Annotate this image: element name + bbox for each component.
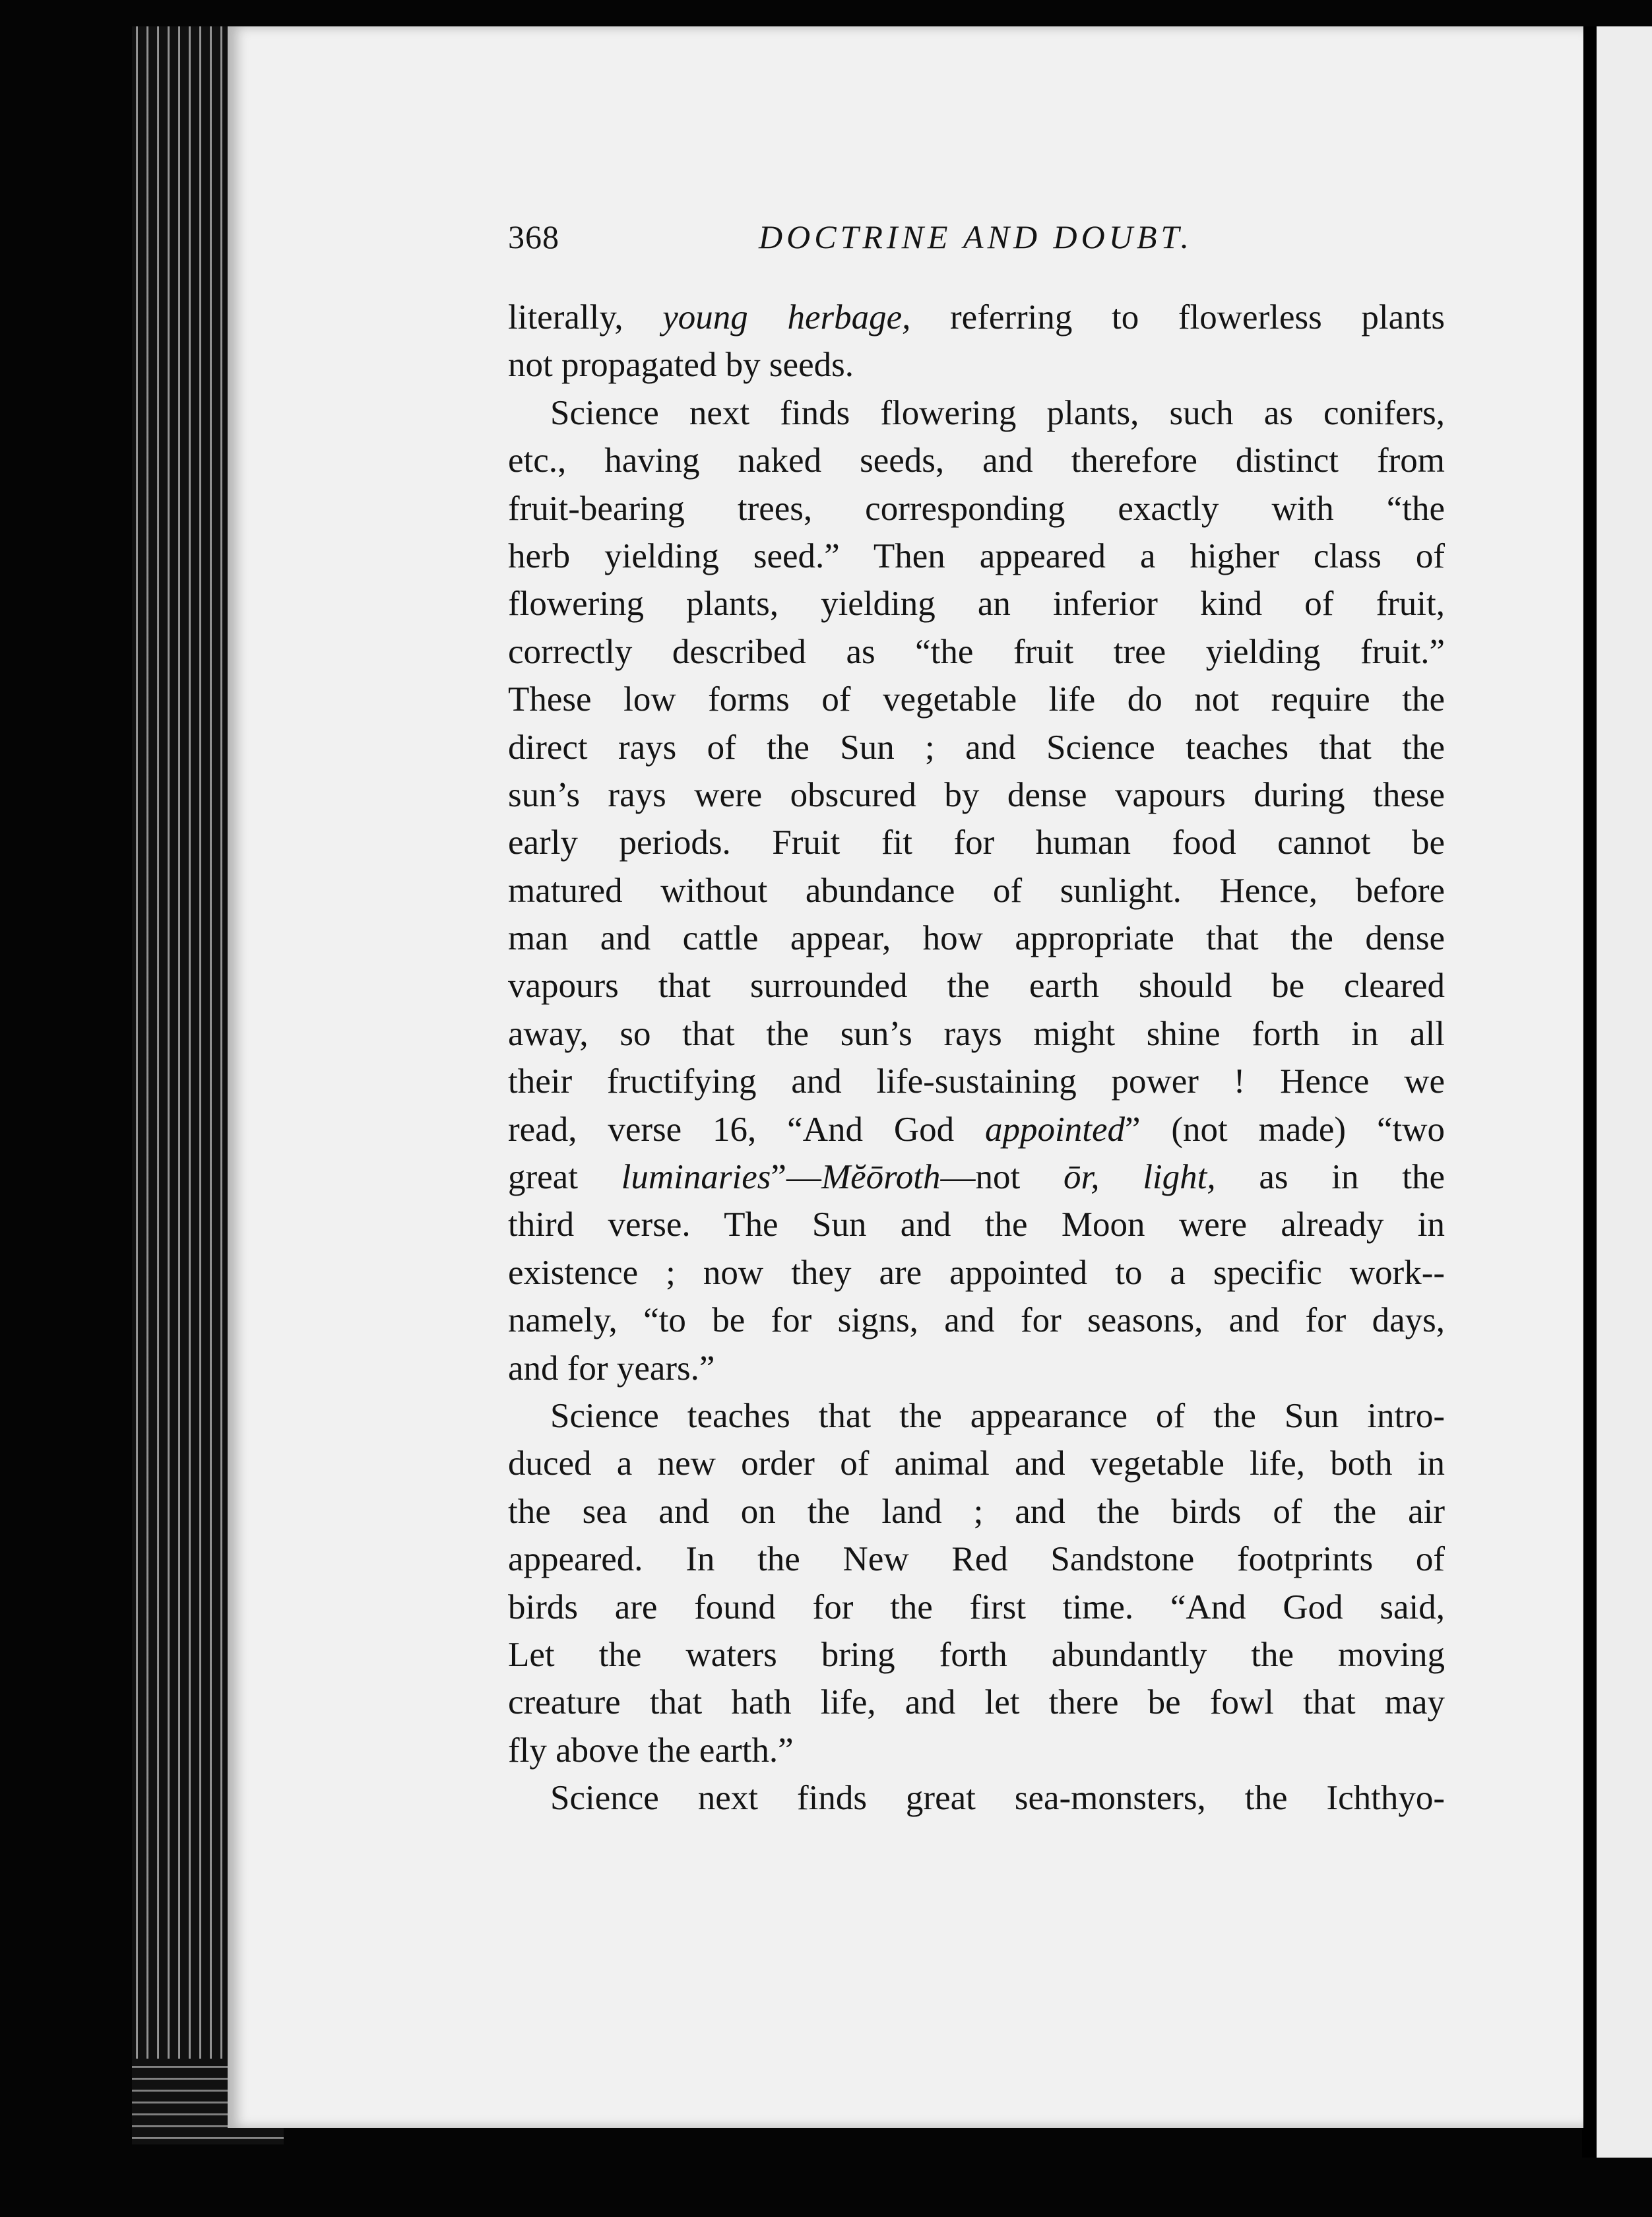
- text-line: [508, 819, 1445, 866]
- text-line: [508, 915, 1445, 962]
- page-number: 368: [508, 218, 559, 255]
- text-segment: referring to flowerless plants: [910, 298, 1445, 337]
- text-line: [508, 1440, 1445, 1487]
- text-line: [508, 532, 1445, 580]
- italic-text: appointed: [985, 1110, 1125, 1149]
- text-line: [508, 1774, 1445, 1822]
- text-segment: creature that hath life, and let there be fowl that may: [508, 1683, 1445, 1722]
- text-line: [508, 1249, 1445, 1297]
- running-head-title: DOCTRINE AND DOUBT.: [759, 218, 1193, 255]
- text-line: [508, 1631, 1445, 1679]
- text-segment: ” (not made) “two: [1125, 1110, 1445, 1149]
- text-line: [508, 1010, 1445, 1058]
- text-line: [508, 1535, 1445, 1583]
- text-segment: fly above the earth.”: [508, 1731, 794, 1770]
- text-segment: Science next finds great sea-monsters, the Ichthyo-: [550, 1779, 1445, 1818]
- text-segment: direct rays of the Sun ; and Science teaches that the: [508, 728, 1445, 767]
- italic-text: ōr, light,: [1063, 1158, 1216, 1197]
- text-line: [508, 389, 1445, 437]
- italic-text: luminaries: [621, 1158, 771, 1197]
- text-line: [508, 771, 1445, 819]
- text-segment: fruit-bearing trees, corresponding exactly with “the: [508, 489, 1445, 528]
- text-segment: third verse. The Sun and the Moon were already in: [508, 1205, 1445, 1244]
- text-segment: namely, “to be for signs, and for seasons, and for days,: [508, 1301, 1445, 1340]
- text-segment: etc., having naked seeds, and therefore distinct from: [508, 441, 1445, 480]
- text-line: [508, 294, 1445, 341]
- text-segment: their fructifying and life-sustaining power ! Hence we: [508, 1062, 1445, 1101]
- text-segment: ”—: [771, 1158, 821, 1197]
- text-segment: Science next finds flowering plants, such as conifers,: [550, 393, 1445, 432]
- text-segment: away, so that the sun’s rays might shine forth in all: [508, 1014, 1445, 1053]
- text-line: [508, 1584, 1445, 1631]
- text-line: [508, 1297, 1445, 1344]
- text-segment: herb yielding seed.” Then appeared a higher class of: [508, 536, 1445, 575]
- text-line: [508, 1106, 1445, 1153]
- text-segment: existence ; now they are appointed to a specific work--: [508, 1253, 1445, 1292]
- text-segment: duced a new order of animal and vegetable life, both in: [508, 1444, 1445, 1483]
- text-line: [508, 341, 1445, 389]
- text-line: [508, 724, 1445, 771]
- text-segment: flowering plants, yielding an inferior kind of fruit,: [508, 585, 1445, 624]
- italic-text: young herbage,: [662, 298, 911, 337]
- text-segment: the sea and on the land ; and the birds of the air: [508, 1492, 1445, 1531]
- text-segment: birds are found for the first time. “And God said,: [508, 1588, 1445, 1626]
- text-segment: great: [508, 1158, 621, 1197]
- text-segment: as in the: [1215, 1158, 1445, 1197]
- text-segment: Science teaches that the appearance of the Sun intro-: [550, 1396, 1445, 1435]
- text-segment: literally,: [508, 298, 663, 337]
- text-line: [508, 962, 1445, 1010]
- text-segment: Let the waters bring forth abundantly the moving: [508, 1635, 1445, 1674]
- text-segment: These low forms of vegetable life do not require the: [508, 680, 1445, 719]
- text-line: [508, 437, 1445, 484]
- text-line: [508, 580, 1445, 627]
- text-segment: read, verse 16, “And God: [508, 1110, 986, 1149]
- text-line: [508, 1201, 1445, 1248]
- text-segment: —not: [940, 1158, 1064, 1197]
- text-segment: and for years.”: [508, 1349, 715, 1388]
- text-line: [508, 676, 1445, 723]
- text-segment: not propagated by seeds.: [508, 346, 854, 385]
- text-segment: appeared. In the New Red Sandstone footprints of: [508, 1540, 1445, 1579]
- running-head: [508, 218, 1465, 277]
- text-line: [508, 1679, 1445, 1726]
- text-segment: matured without abundance of sunlight. Hence, before: [508, 871, 1445, 910]
- text-segment: early periods. Fruit fit for human food cannot be: [508, 823, 1445, 862]
- text-line: [508, 1153, 1445, 1201]
- book-page-edges: [132, 26, 238, 2125]
- text-segment: correctly described as “the fruit tree yielding fruit.”: [508, 632, 1445, 671]
- text-line: [508, 1392, 1445, 1440]
- text-line: [508, 628, 1445, 676]
- italic-text: Mĕōroth: [821, 1158, 941, 1197]
- text-line: [508, 1345, 1445, 1392]
- text-segment: vapours that surrounded the earth should be cleared: [508, 967, 1445, 1006]
- body-text: [508, 294, 1445, 1822]
- text-line: [508, 485, 1445, 532]
- text-segment: sun’s rays were obscured by dense vapours during these: [508, 775, 1445, 814]
- facing-page-edge: [1597, 26, 1652, 2158]
- text-line: [508, 1488, 1445, 1535]
- text-line: [508, 867, 1445, 915]
- text-line: [508, 1727, 1445, 1774]
- text-segment: man and cattle appear, how appropriate that the dense: [508, 919, 1445, 958]
- text-line: [508, 1058, 1445, 1105]
